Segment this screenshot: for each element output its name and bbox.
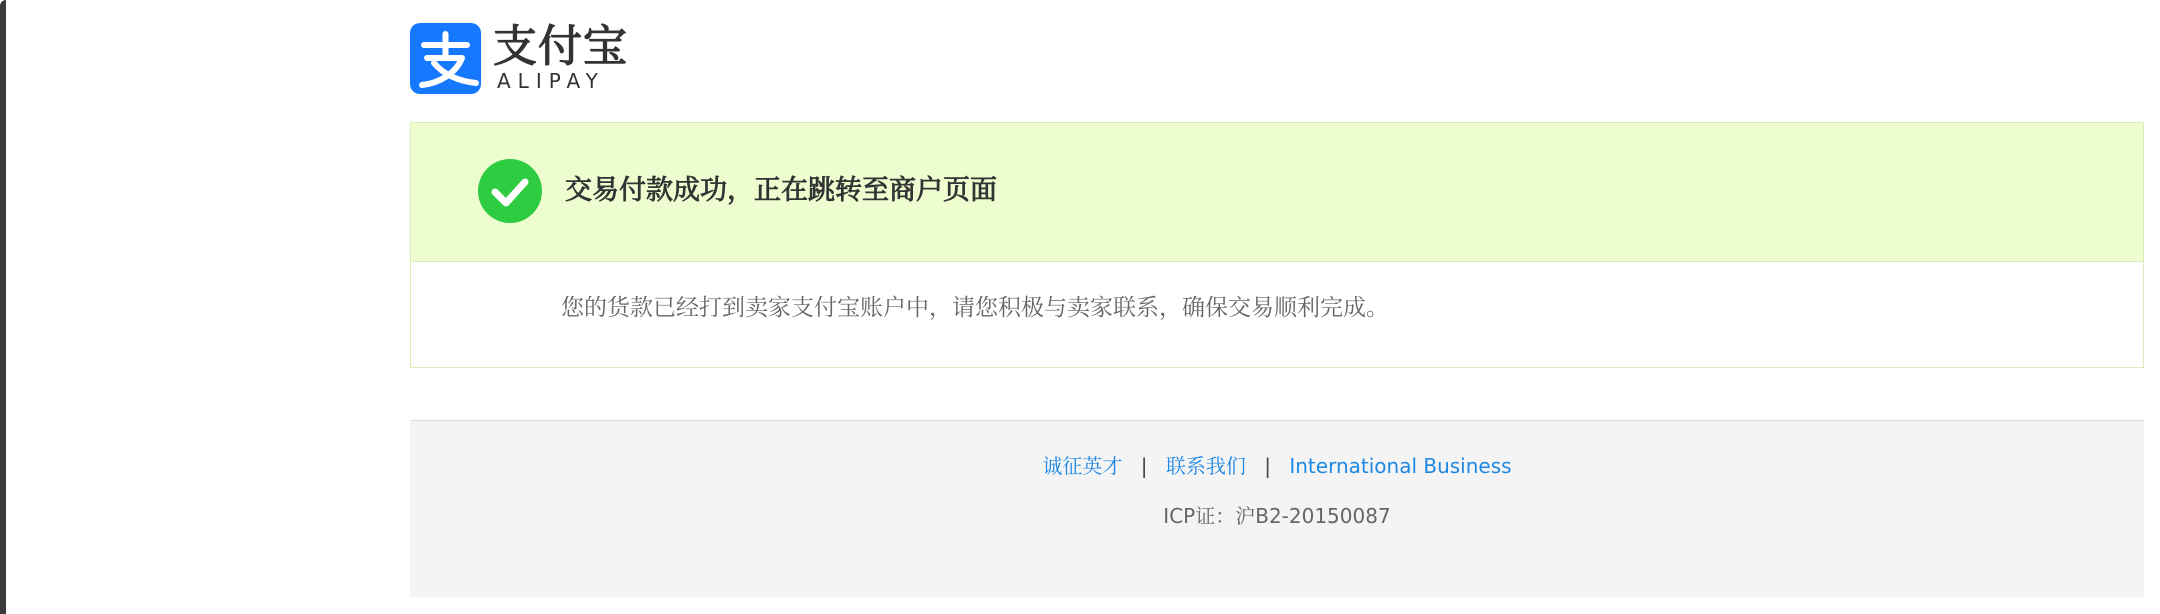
logo-text-cn: 支付宝 (493, 21, 628, 72)
footer-link-contact[interactable]: 联系我们 (1165, 454, 1246, 478)
window-edge (0, 0, 6, 614)
alipay-logo[interactable] (410, 22, 628, 94)
footer (410, 420, 2144, 597)
detail-message: 您的货款已经打到卖家支付宝账户中，请您积极与卖家联系，确保交易顺利完成。 (561, 295, 1389, 321)
alipay-logo-icon (410, 23, 481, 94)
footer-separator: | (1140, 454, 1148, 478)
footer-separator: | (1264, 454, 1271, 478)
success-title: 交易付款成功，正在跳转至商户页面 (565, 175, 997, 206)
detail-panel (410, 262, 2144, 368)
footer-link-careers[interactable]: 诚征英才 (1042, 454, 1123, 478)
icp-license: ICP证：沪B2-20150087 (1163, 504, 1391, 528)
check-circle-icon (477, 158, 543, 224)
footer-links (410, 451, 2144, 481)
logo-text-en: ALIPAY (497, 69, 605, 93)
success-banner (410, 122, 2144, 262)
footer-link-international[interactable]: International Business (1289, 454, 1512, 478)
